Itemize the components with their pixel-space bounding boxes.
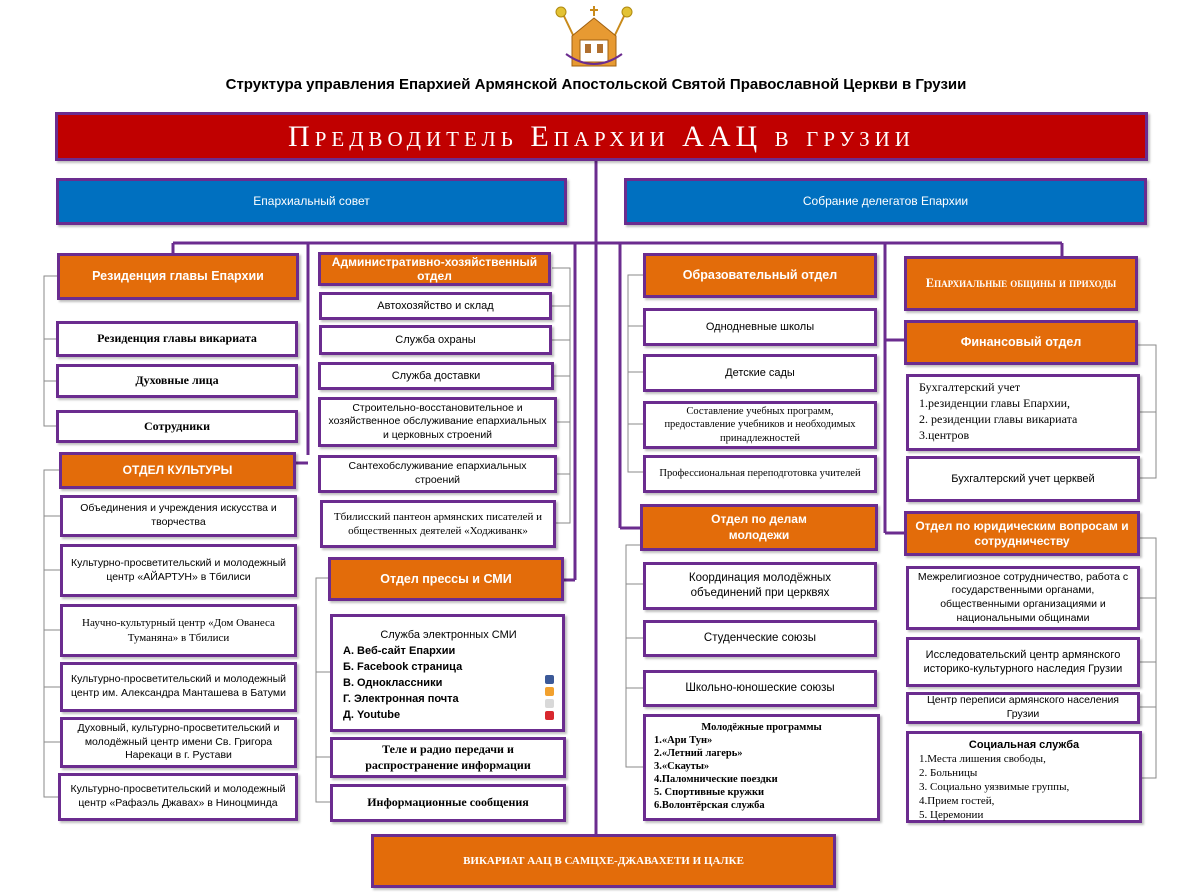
education-title: Образовательный отдел	[682, 268, 838, 283]
admin-item: Служба охраны	[319, 325, 552, 355]
youth-program: 1.«Ари Тун»	[654, 735, 713, 746]
admin-title: Административно-хозяйственный отдел	[331, 254, 538, 283]
education-item: Однодневные школы	[643, 308, 877, 346]
youth-title: Отдел по делам молодежи	[711, 511, 807, 542]
emedia-item: В. Одноклассники	[343, 677, 443, 689]
youth-item: Студенческие союзы	[643, 620, 877, 657]
leader-title: Предводитель Епархии ААЦ в грузии	[288, 120, 915, 153]
admin-item: Тбилисский пантеон армянских писателей и общественных деятелей «Ходживанк»	[320, 500, 556, 548]
legal-item: Исследовательский центр армянского историко-культурного наследия Грузии	[906, 637, 1140, 687]
odnoklassniki-icon[interactable]	[545, 687, 554, 696]
legal-item: Межрелигиозное сотрудничество, работа с государственными органами, общественными организациями и национальными общинами	[906, 566, 1140, 630]
admin-item: Служба доставки	[318, 362, 554, 390]
emedia-box	[330, 614, 565, 732]
youth-head	[640, 504, 878, 551]
social-item: 3. Социально уязвимые группы,	[919, 781, 1070, 793]
emedia-item: Г. Электронная почта	[343, 693, 459, 705]
church-emblem-logo	[552, 4, 636, 72]
page-title: Структура управления Епархией Армянской Апостольской Святой Православной Церкви в Грузии	[225, 76, 967, 93]
culture-item: Культурно-просветительский и молодежный центр «Рафаэль Джавах» в Ниноцминда	[58, 773, 298, 821]
legal-head	[904, 511, 1140, 556]
admin-item: Сантехобслуживание епархиальных строений	[318, 455, 557, 493]
education-item: Профессиональная переподготовка учителей	[643, 455, 877, 493]
youth-program: 5. Спортивные кружки	[654, 787, 765, 798]
youth-program: 3.«Скауты»	[654, 761, 710, 772]
emedia-item: А. Веб-сайт Епархии	[343, 645, 456, 657]
vicariate-box	[371, 834, 836, 888]
finance-head	[904, 320, 1138, 365]
emedia-title: Служба электронных СМИ	[380, 629, 517, 641]
press-item: Информационные сообщения	[330, 784, 566, 822]
press-item: Теле и радио передачи и распространение информации	[330, 737, 566, 778]
social-item: 4.Прием гостей,	[919, 795, 995, 807]
social-item: 2. Больницы	[919, 767, 978, 779]
social-icons	[545, 675, 554, 720]
social-service-box	[906, 731, 1142, 823]
legal-item: Центр переписи армянского населения Грузии	[906, 692, 1140, 724]
facebook-icon[interactable]	[545, 675, 554, 684]
education-item: Составление учебных программ, предоставление учебников и необходимых принадлежностей	[643, 401, 877, 449]
social-service-title: Социальная служба	[968, 739, 1080, 751]
social-item: 5. Церемонии	[919, 809, 984, 821]
residence-head	[57, 253, 299, 300]
finance-accounting: Бухгалтерский учет 1.резиденции главы Епархии, 2. резиденции главы викариата 3.центров	[906, 374, 1140, 451]
communities-title: Епархиальные общины и приходы	[925, 276, 1117, 291]
residence-item: Сотрудники	[56, 410, 298, 443]
culture-title: ОТДЕЛ КУЛЬТУРЫ	[122, 462, 233, 477]
youth-program: 6.Волонтёрская служба	[654, 800, 765, 811]
admin-item: Строительно-восстановительное и хозяйственное обслуживание епархиальных и церковных строений	[318, 397, 557, 447]
education-head	[643, 253, 877, 298]
council-label: Епархиальный совет	[253, 193, 370, 208]
youth-item: Школьно-юношеские союзы	[643, 670, 877, 707]
emedia-item: Д. Youtube	[343, 709, 401, 721]
youth-item: Координация молодёжных объединений при церквях	[643, 562, 877, 610]
press-head	[328, 557, 564, 601]
culture-item: Культурно-просветительский и молодежный центр «АЙАРТУН» в Тбилиси	[60, 544, 297, 597]
culture-item: Объединения и учреждения искусства и творчества	[60, 495, 297, 537]
youth-program: 4.Паломнические поездки	[654, 774, 778, 785]
youtube-icon[interactable]	[545, 711, 554, 720]
admin-item: Автохозяйство и склад	[319, 292, 552, 320]
education-item: Детские сады	[643, 354, 877, 392]
admin-head	[318, 252, 551, 286]
youth-program: 2.«Летний лагерь»	[654, 748, 743, 759]
culture-item: Культурно-просветительский и молодежный центр им. Александра Манташева в Батуми	[60, 662, 297, 712]
finance-title: Финансовый отдел	[960, 335, 1082, 350]
press-title: Отдел прессы и СМИ	[380, 571, 512, 586]
youth-programs-title: Молодёжные программы	[701, 722, 822, 733]
residence-item: Духовные лица	[56, 364, 298, 398]
social-item: 1.Места лишения свободы,	[919, 753, 1046, 765]
culture-item: Духовный, культурно-просветительский и молодёжный центр имени Св. Григора Нарекаци в г. Рустави	[60, 717, 297, 768]
assembly-label: Собрание делегатов Епархии	[802, 193, 969, 208]
communities-head	[904, 256, 1138, 311]
email-icon[interactable]	[545, 699, 554, 708]
youth-programs-box	[643, 714, 880, 821]
emedia-item: Б. Facebook страница	[343, 661, 463, 673]
residence-item: Резиденция главы викариата	[56, 321, 298, 357]
assembly-box	[624, 178, 1147, 225]
vicariate-title: ВИКАРИАТ ААЦ В САМЦХЕ-ДЖАВАХЕТИ И ЦАЛКЕ	[463, 854, 744, 867]
leader-box	[55, 112, 1148, 161]
legal-title: Отдел по юридическим вопросам и сотрудничеству	[915, 518, 1129, 548]
culture-item: Научно-культурный центр «Дом Ованеса Туманяна» в Тбилиси	[60, 604, 297, 657]
council-box	[56, 178, 567, 225]
culture-head	[59, 452, 296, 489]
finance-church-accounting: Бухгалтерский учет церквей	[906, 456, 1140, 502]
residence-title: Резиденция главы Епархии	[92, 269, 264, 284]
